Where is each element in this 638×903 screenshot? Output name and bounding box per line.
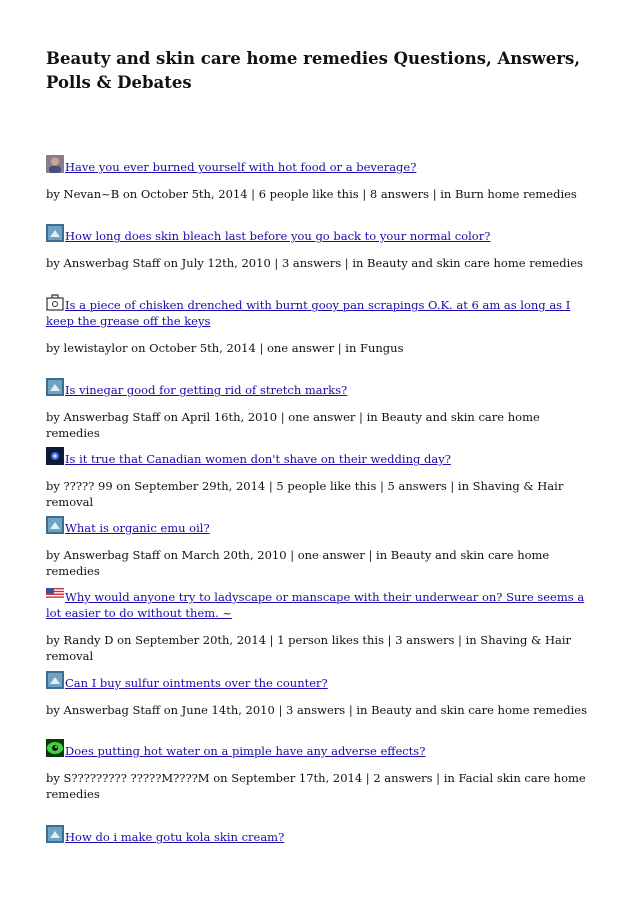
question-meta: by ????? 99 on September 29th, 2014 | 5 people like this | 5 answers | in Shaving & Hair removal xyxy=(46,479,564,509)
page-title: Beauty and skin care home remedies Questions, Answers, Polls & Debates xyxy=(46,49,580,92)
question-link[interactable]: What is organic emu oil? xyxy=(65,521,210,535)
question-meta: by lewistaylor on October 5th, 2014 | one answer | in Fungus xyxy=(46,341,404,355)
question-item xyxy=(46,585,591,664)
answerbag-logo-icon[interactable] xyxy=(46,224,64,242)
answerbag-logo-icon[interactable] xyxy=(46,671,64,689)
question-link[interactable]: Does putting hot water on a pimple have any adverse effects? xyxy=(65,744,426,758)
question-link[interactable]: How long does skin bleach last before you go back to your normal color? xyxy=(65,229,491,243)
question-meta: by Answerbag Staff on June 14th, 2010 | 3 answers | in Beauty and skin care home remedies xyxy=(46,703,587,717)
question-meta: by Nevan~B on October 5th, 2014 | 6 people like this | 8 answers | in Burn home remedies xyxy=(46,187,577,201)
question-link[interactable]: Is vinegar good for getting rid of stretch marks? xyxy=(65,383,348,397)
answerbag-logo-icon[interactable] xyxy=(46,516,64,534)
question-item xyxy=(46,293,591,356)
question-item xyxy=(46,825,591,845)
question-item xyxy=(46,671,591,718)
user-photo-avatar-icon[interactable] xyxy=(46,155,64,173)
default-avatar-icon[interactable] xyxy=(46,293,64,311)
question-item xyxy=(46,447,591,510)
question-link[interactable]: How do i make gotu kola skin cream? xyxy=(65,830,285,844)
question-item xyxy=(46,155,591,202)
dark-photo-avatar-icon[interactable] xyxy=(46,447,64,465)
question-link[interactable]: Is it true that Canadian women don't shave on their wedding day? xyxy=(65,452,451,466)
question-item xyxy=(46,224,591,271)
question-link[interactable]: Why would anyone try to ladyscape or manscape with their underwear on? Sure seems a lot easier to do without them. ~ xyxy=(46,590,585,620)
question-item xyxy=(46,378,591,441)
question-item xyxy=(46,739,591,802)
us-flag-avatar-icon[interactable] xyxy=(46,585,64,603)
question-link[interactable]: Have you ever burned yourself with hot food or a beverage? xyxy=(65,160,417,174)
answerbag-logo-icon[interactable] xyxy=(46,378,64,396)
question-item xyxy=(46,516,591,579)
question-meta: by S????????? ?????M????M on September 17th, 2014 | 2 answers | in Facial skin care home remedies xyxy=(46,771,586,801)
question-meta: by Answerbag Staff on July 12th, 2010 | 3 answers | in Beauty and skin care home remedies xyxy=(46,256,583,270)
green-eye-avatar-icon[interactable] xyxy=(46,739,64,757)
question-link[interactable]: Can I buy sulfur ointments over the counter? xyxy=(65,676,328,690)
question-link[interactable]: Is a piece of chisken drenched with burnt gooy pan scrapings O.K. at 6 am as long as I keep the grease off the keys xyxy=(46,298,571,328)
question-meta: by Answerbag Staff on March 20th, 2010 | one answer | in Beauty and skin care home remedies xyxy=(46,548,550,578)
question-meta: by Answerbag Staff on April 16th, 2010 | one answer | in Beauty and skin care home remedies xyxy=(46,410,540,440)
answerbag-logo-icon[interactable] xyxy=(46,825,64,843)
question-meta: by Randy D on September 20th, 2014 | 1 person likes this | 3 answers | in Shaving & Hair removal xyxy=(46,633,572,663)
